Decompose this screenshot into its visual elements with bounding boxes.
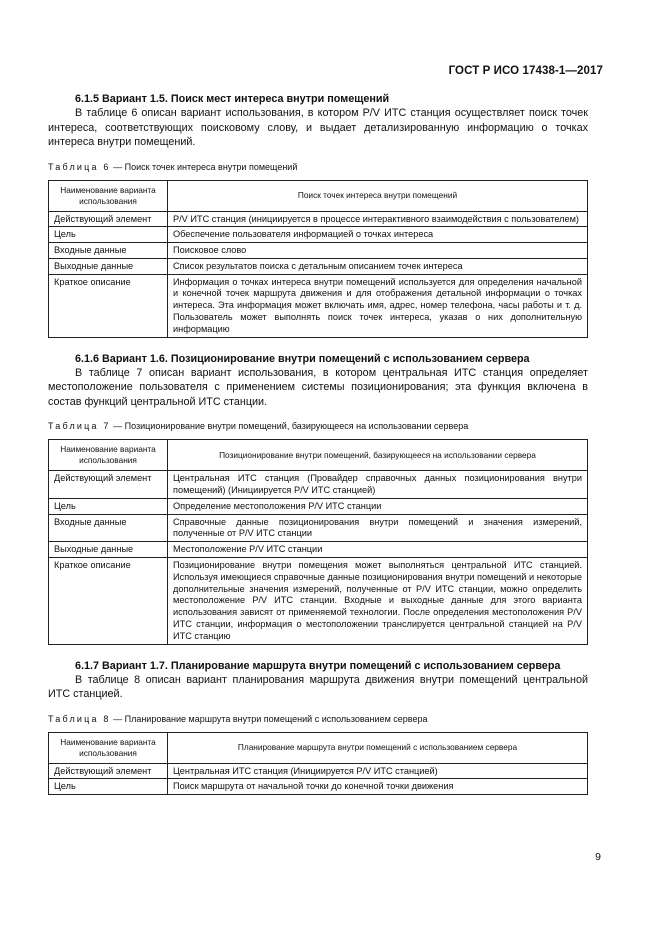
table-caption-label: Таблица 8	[48, 713, 111, 724]
section-paragraph: В таблице 8 описан вариант планирования маршрута движения внутри помещений центральной ИТС станцией.	[48, 673, 588, 701]
row-value: Позиционирование внутри помещения может выполняться центральной ИТС станцией. Используя имеющиеся справочные данные позиционирования внутри помещений и некоторые дополнительные значения измерений, полученные от Р/V ИТС станции, можно определить местоположение Р/V ИТС станции. Входные и выходные данные для этого варианта использования зависят от применяемой технологии. После определения местоположения Р/V ИТС станции, информация о местоположении транслируется центральной станцией на Р/V ИТС станцию	[168, 557, 588, 644]
table-header-row	[49, 440, 588, 471]
row-label: Действующий элемент	[49, 763, 168, 779]
table-header-cell: Наименование варианта использования	[49, 180, 168, 211]
row-label: Действующий элемент	[49, 211, 168, 227]
table-row	[49, 471, 588, 499]
section-title: 6.1.6 Вариант 1.6. Позиционирование внутри помещений с использованием сервера	[75, 352, 530, 365]
row-value: Информация о точках интереса внутри помещений используется для определения начальной и конечной точек маршрута движения и для отображения детальной информации о точках интереса. Эта информация может включать имя, адрес, номер телефона, часы работы и т. д. Пользователь может выполнять поиск точек интереса, указав о них дополнительную информацию	[168, 274, 588, 337]
row-value: Определение местоположения Р/V ИТС станции	[168, 498, 588, 514]
table-caption-text: — Позиционирование внутри помещений, базирующееся на использовании сервера	[110, 421, 469, 432]
page-number: 9	[595, 851, 601, 863]
row-label: Выходные данные	[49, 542, 168, 558]
table-7	[48, 439, 588, 644]
row-value: Справочные данные позиционирования внутри помещений и значения измерений, полученные от Р/V ИТС станции	[168, 514, 588, 542]
table-row	[49, 514, 588, 542]
table-header-cell: Позиционирование внутри помещений, базирующееся на использовании сервера	[168, 440, 588, 471]
table-caption	[48, 161, 588, 173]
table-header-cell: Планирование маршрута внутри помещений с использованием сервера	[168, 732, 588, 763]
table-header-row	[49, 180, 588, 211]
table-row	[49, 243, 588, 259]
row-value: Центральная ИТС станция (Инициируется Р/V ИТС станцией)	[168, 763, 588, 779]
document-header: ГОСТ Р ИСО 17438-1—2017	[448, 65, 603, 77]
row-label: Цель	[49, 227, 168, 243]
table-row	[49, 763, 588, 779]
row-label: Цель	[49, 498, 168, 514]
table-caption	[48, 420, 588, 432]
section-paragraph: В таблице 6 описан вариант использования, в котором Р/V ИТС станция осуществляет поиск точек интереса, соответствующих поисковому слову, и выдает детализированную информацию о точках интереса внутри помещений.	[48, 107, 588, 148]
table-6	[48, 180, 588, 338]
table-header-row	[49, 732, 588, 763]
row-value: Местоположение Р/V ИТС станции	[168, 542, 588, 558]
row-label: Входные данные	[49, 243, 168, 259]
table-header-cell: Поиск точек интереса внутри помещений	[168, 180, 588, 211]
section-paragraph: В таблице 7 описан вариант использования, в котором центральная ИТС станция определяет местоположение пользователя с применением системы позиционирования; эта функция включена в состав функций центральной ИТС станции.	[48, 366, 588, 408]
table-row	[49, 542, 588, 558]
row-label: Краткое описание	[49, 557, 168, 644]
table-caption-label: Таблица 7	[48, 421, 111, 432]
table-row	[49, 211, 588, 227]
table-caption-text: — Поиск точек интереса внутри помещений	[110, 161, 298, 172]
row-value: Обеспечение пользователя информацией о точках интереса	[168, 227, 588, 243]
row-label: Входные данные	[49, 514, 168, 542]
table-8	[48, 732, 588, 796]
row-value: Центральная ИТС станция (Провайдер справочных данных позиционирования внутри помещений) (Инициируется Р/V ИТС станцией)	[168, 471, 588, 499]
row-value: Р/V ИТС станция (инициируется в процессе интерактивного взаимодействия с пользователем)	[168, 211, 588, 227]
row-value: Поиск маршрута от начальной точки до конечной точки движения	[168, 779, 588, 795]
table-caption-label: Таблица 6	[48, 161, 111, 172]
section-title: 6.1.7 Вариант 1.7. Планирование маршрута внутри помещений с использованием сервера	[75, 659, 561, 672]
table-row	[49, 498, 588, 514]
row-label: Цель	[49, 779, 168, 795]
document-body	[48, 92, 588, 795]
table-row	[49, 258, 588, 274]
section-title: 6.1.5 Вариант 1.5. Поиск мест интереса внутри помещений	[75, 93, 390, 105]
table-header-cell: Наименование варианта использования	[49, 440, 168, 471]
table-caption	[48, 713, 588, 725]
table-header-cell: Наименование варианта использования	[49, 732, 168, 763]
row-label: Действующий элемент	[49, 471, 168, 499]
row-value: Список результатов поиска с детальным описанием точек интереса	[168, 258, 588, 274]
row-label: Краткое описание	[49, 274, 168, 337]
table-row	[49, 227, 588, 243]
table-row	[49, 274, 588, 337]
row-value: Поисковое слово	[168, 243, 588, 259]
table-row	[49, 779, 588, 795]
table-caption-text: — Планирование маршрута внутри помещений с использованием сервера	[110, 713, 428, 724]
row-label: Выходные данные	[49, 258, 168, 274]
table-row	[49, 557, 588, 644]
